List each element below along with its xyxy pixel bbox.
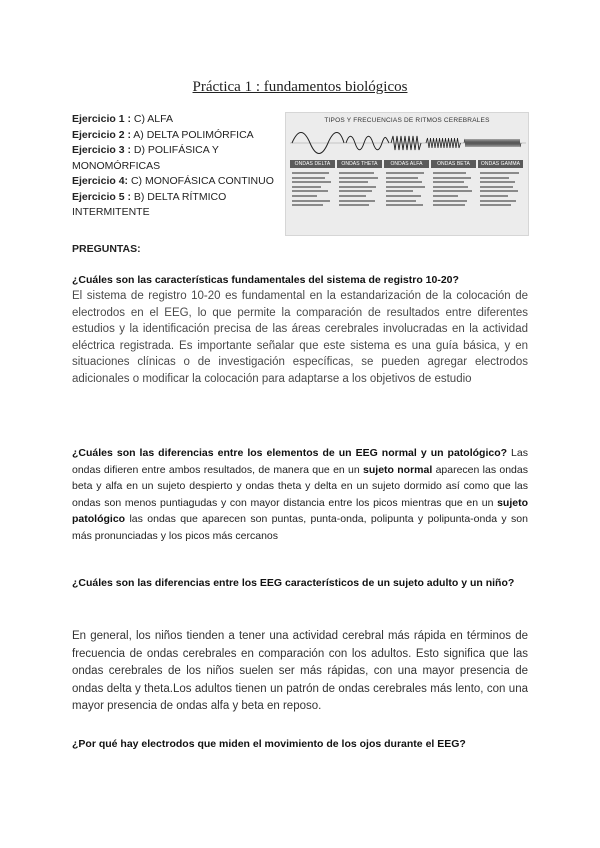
page-title: Práctica 1 : fundamentos biológicos	[192, 79, 408, 95]
exercise-answer: D) POLIFÁSICA Y MONOMÓRFICAS	[72, 144, 219, 172]
exercise-label: Ejercicio 2 :	[72, 128, 131, 141]
preguntas-heading: PREGUNTAS:	[72, 243, 141, 255]
question-4: ¿Por qué hay electrodos que miden el movimiento de los ojos durante el EEG?	[72, 738, 466, 750]
term-sujeto-patologico: sujeto patológico	[72, 496, 528, 525]
column-alfa	[384, 160, 429, 232]
exercise-4	[72, 174, 277, 190]
question-1-block	[72, 272, 528, 387]
answer-3: En general, los niños tienden a tener una actividad cerebral más rápida en términos de frecuencia de ondas cerebrales en comparación con los adultos. Esto significa que las ondas cerebrales de los niños suelen ser más rápidas, con una mayor presencia de ondas delta y theta.Los adultos tienen un patrón de ondas cerebrales más lento, con una mayor presencia de ondas alfa y beta en reposo.	[72, 630, 528, 712]
exercise-answer: A) DELTA POLIMÓRFICA	[130, 128, 254, 141]
term-sujeto-normal: sujeto normal	[363, 463, 433, 476]
question-1: ¿Cuáles son las características fundamentales del sistema de registro 10-20?	[72, 274, 459, 286]
exercise-answers	[72, 112, 277, 221]
gamma-wave	[464, 139, 521, 147]
column-header: ONDAS THETA	[337, 160, 382, 168]
question-3: ¿Cuáles son las diferencias entre los EEG característicos de un sujeto adulto y un niño?	[72, 577, 515, 589]
exercise-answer: B) DELTA RÍTMICO INTERMITENTE	[72, 190, 227, 218]
eeg-rhythms-figure	[285, 112, 529, 236]
exercise-3	[72, 143, 277, 174]
exercise-label: Ejercicio 4:	[72, 175, 129, 187]
column-delta	[290, 160, 335, 232]
figure-title: TIPOS Y FRECUENCIAS DE RITMOS CEREBRALES	[324, 117, 490, 124]
exercise-label: Ejercicio 1 :	[72, 113, 131, 125]
column-theta	[337, 160, 382, 232]
column-gamma	[478, 160, 523, 232]
column-header: ONDAS ALFA	[384, 160, 429, 168]
column-beta	[431, 160, 476, 232]
answer-2-part-1: Las ondas difieren entre ambos resultados, de manera que en un	[72, 447, 528, 476]
exercise-answer: C) ALFA	[130, 113, 173, 125]
beta-wave	[426, 138, 461, 148]
question-2: ¿Cuáles son las diferencias entre los elementos de un EEG normal y un patológico?	[72, 447, 508, 459]
exercise-2	[72, 128, 277, 144]
column-header: ONDAS DELTA	[290, 160, 335, 168]
exercise-5	[72, 190, 277, 221]
exercise-label: Ejercicio 3 :	[72, 144, 131, 156]
exercise-label: Ejercicio 5 :	[72, 190, 131, 203]
exercise-answer: C) MONOFÁSICA CONTINUO	[128, 175, 274, 187]
answer-2-part-2: aparecen las ondas beta y alfa en un sujeto despierto y ondas theta y delta en un sujeto dormido así como que las ondas son menos puntiagudas y con mayor distancia entre los picos mientras que en un	[72, 463, 528, 509]
question-2-block	[72, 445, 528, 544]
answer-1: El sistema de registro 10-20 es fundamental en la estandarización de la colocación de electrodos en el EEG, lo que permite la comparación de resultados entre diferentes estudios y la identificación precisa de las áreas cerebrales involucradas en la actividad eléctrica registrada. Es importante señalar que este sistema es una guía básica, y en situaciones clínicas o de investigación específicas, se pueden agregar electrodos adicionales o modificar la colocación para adaptarse a los objetivos de estudio	[72, 290, 528, 385]
exercise-1	[72, 112, 277, 128]
column-header: ONDAS BETA	[431, 160, 476, 168]
column-header: ONDAS GAMMA	[478, 160, 523, 168]
answer-2-part-3: las ondas que aparecen son puntas, punta-onda, polipunta y polipunta-onda y son más pronunciadas y los picos más cercanos	[72, 513, 528, 542]
